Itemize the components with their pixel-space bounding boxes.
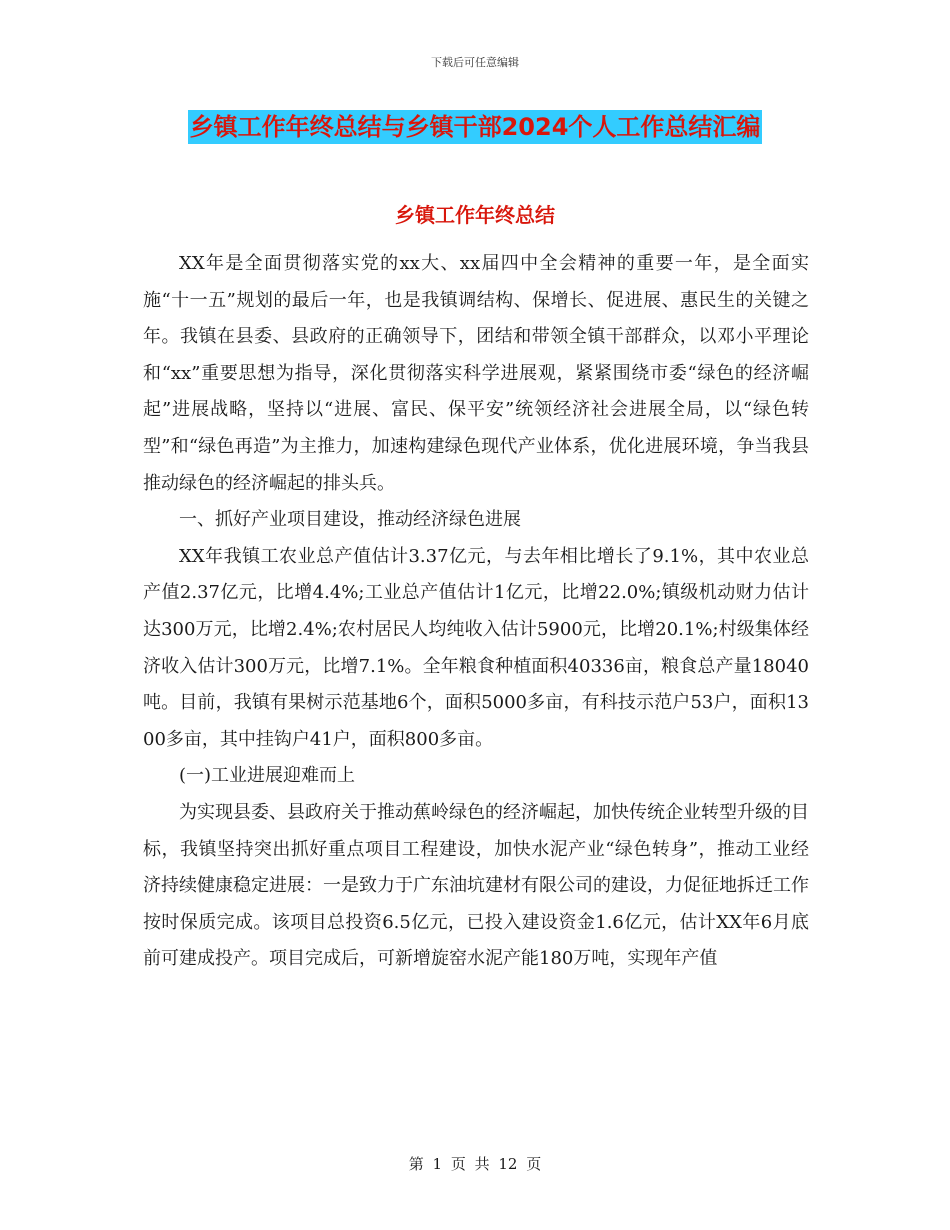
paragraph-economic-figures: XX年我镇工农业总产值估计3.37亿元，与去年相比增长了9.1%，其中农业总产值2.37亿元，比增4.4%;工业总产值估计1亿元，比增22.0%;镇级机动财力估计达300万元，比增2.4%;农村居民人均纯收入估计5900元，比增20.1%;村级集体经济收入估计300万元，比增7.1%。全年粮食种植面积40336亩，粮食总产量18040吨。目前，我镇有果树示范基地6个，面积5000多亩，有科技示范户53户，面积1300多亩，其中挂钩户41户，面积800多亩。 — [143, 545, 809, 750]
document-title-container — [0, 110, 950, 144]
section-title: 乡镇工作年终总结 — [395, 203, 555, 227]
paragraph-intro: XX年是全面贯彻落实党的xx大、xx届四中全会精神的重要一年，是全面实施“十一五”规划的最后一年，也是我镇调结构、保增长、促进展、惠民生的关键之年。我镇在县委、县政府的正确领导下，团结和带领全镇干部群众，以邓小平理论和“xx”重要思想为指导，深化贯彻落实科学进展观，紧紧围绕市委“绿色的经济崛起”进展战略，坚持以“进展、富民、保平安”统领经济社会进展全局，以“绿色转型”和“绿色再造”为主推力，加速构建绿色现代产业体系，优化进展环境，争当我县推动绿色的经济崛起的排头兵。 — [143, 253, 809, 494]
document-title: 乡镇工作年终总结与乡镇干部2024个人工作总结汇编 — [188, 110, 763, 144]
document-body — [143, 246, 809, 978]
page-number-footer: 第 1 页 共 12 页 — [408, 1155, 542, 1173]
subheading-industry: (一)工业进展迎难而上 — [179, 765, 356, 787]
paragraph-industry: 为实现县委、县政府关于推动蕉岭绿色的经济崛起，加快传统企业转型升级的目标，我镇坚持突出抓好重点项目工程建设，加快水泥产业“绿色转身”，推动工业经济持续健康稳定进展：一是致力于广东油坑建材有限公司的建设，力促征地拆迁工作按时保质完成。该项目总投资6.5亿元，已投入建设资金1.6亿元，估计XX年6月底前可建成投产。项目完成后，可新增旋窑水泥产能180万吨，实现年产值 — [143, 801, 809, 970]
header-note: 下载后可任意编辑 — [431, 56, 519, 69]
heading-part-one: 一、抓好产业项目建设，推动经济绿色进展 — [179, 509, 521, 531]
